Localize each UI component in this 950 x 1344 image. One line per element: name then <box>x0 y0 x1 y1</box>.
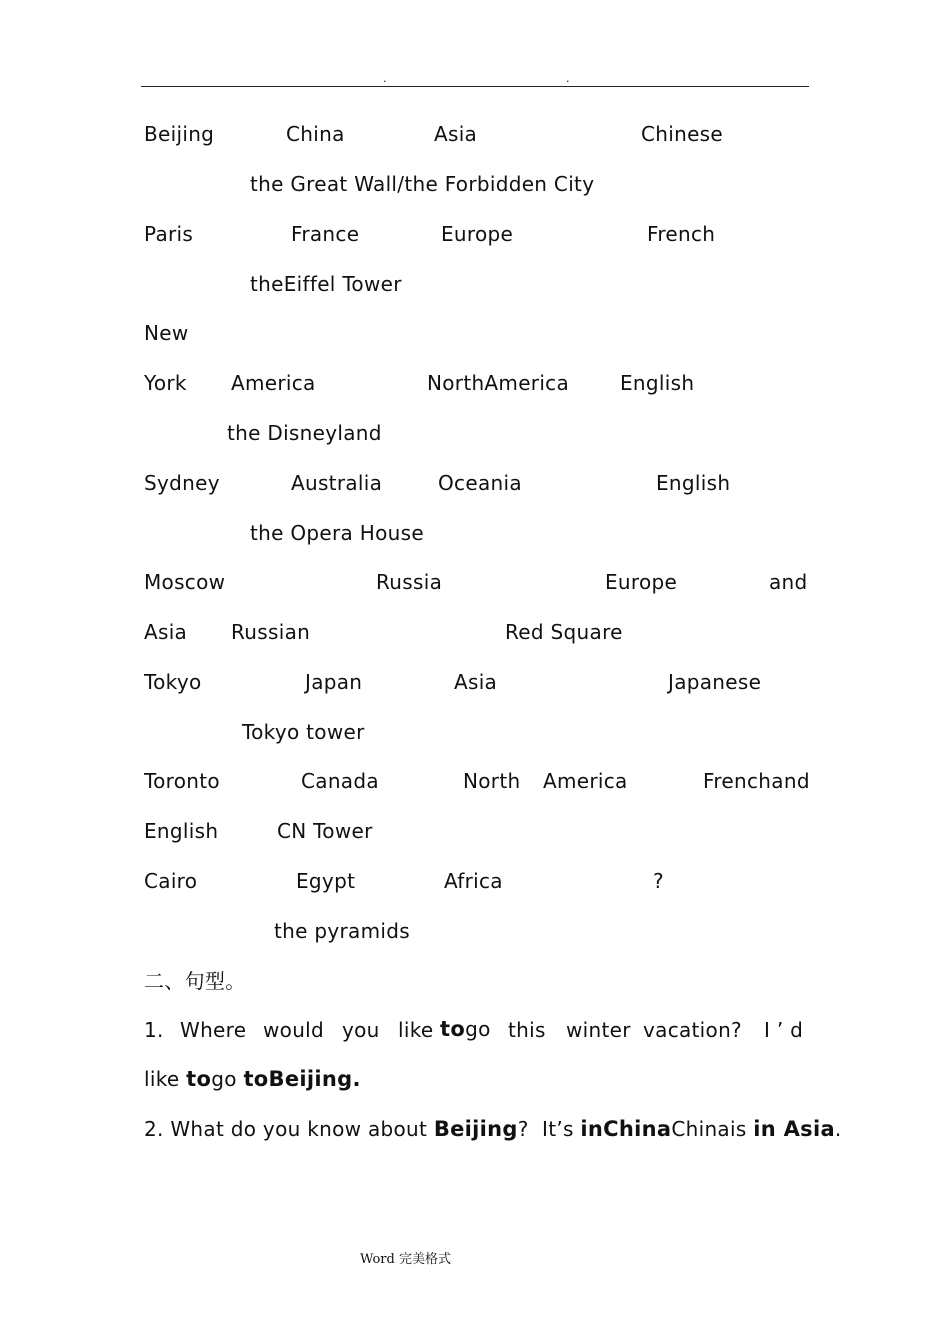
sentence1-line2-to2: to <box>243 1067 269 1091</box>
sentence2-in-china: inChina <box>580 1117 672 1141</box>
sentence1-line2 <box>144 1066 361 1092</box>
sentence1-where: Where <box>180 1018 247 1042</box>
sentence2-period: . <box>834 1117 842 1141</box>
continent-europe-moscow: Europe <box>605 570 678 594</box>
sentence2-q: ? <box>517 1117 529 1141</box>
city-cairo: Cairo <box>144 869 198 893</box>
city-tokyo: Tokyo <box>144 670 202 694</box>
language-english-ny: English <box>620 371 695 395</box>
continent-europe: Europe <box>441 222 514 246</box>
sentence1-you: you <box>342 1018 380 1042</box>
sight-eiffel-tower: theEiffel Tower <box>250 272 402 296</box>
language-japanese: Japanese <box>668 670 762 694</box>
sentence1-line2-beijing: Beijing <box>268 1067 353 1091</box>
sentence1-would: would <box>263 1018 325 1042</box>
sentence1-id: I ’ d <box>764 1018 804 1042</box>
continent-asia: Asia <box>434 122 478 146</box>
language-english-sydney: English <box>656 471 731 495</box>
city-moscow: Moscow <box>144 570 226 594</box>
country-japan: Japan <box>305 670 363 694</box>
sentence1-winter: winter <box>566 1018 631 1042</box>
country-russia: Russia <box>376 570 443 594</box>
language-russian: Russian <box>231 620 311 644</box>
sight-opera-house: the Opera House <box>250 521 424 545</box>
sentence1-line2-to1: to <box>186 1067 212 1091</box>
sentence1-line2-period: . <box>352 1067 361 1091</box>
city-york: York <box>144 371 187 395</box>
continent-and: and <box>769 570 808 594</box>
language-chinese: Chinese <box>641 122 724 146</box>
header-dot-left: . <box>383 72 387 85</box>
country-australia: Australia <box>291 471 383 495</box>
continent-north: North <box>463 769 521 793</box>
page-footer: Word 完美格式 <box>360 1252 451 1267</box>
sentence2-in-asia: in Asia <box>753 1117 835 1141</box>
country-china: China <box>286 122 345 146</box>
language-unknown: ? <box>653 869 664 893</box>
header-rule <box>141 86 809 87</box>
country-france: France <box>291 222 360 246</box>
country-canada: Canada <box>301 769 379 793</box>
sentence1-to-go <box>440 1016 491 1042</box>
sentence2-prefix: 2. What do you know about <box>144 1117 428 1141</box>
continent-oceania: Oceania <box>438 471 522 495</box>
sentence1-number: 1. <box>144 1018 164 1042</box>
header-dot-right: . <box>566 72 570 85</box>
sight-cn-tower: CN Tower <box>277 819 373 843</box>
continent-america-toronto: America <box>543 769 628 793</box>
sentence1-like: like <box>398 1018 434 1042</box>
city-toronto: Toronto <box>144 769 220 793</box>
sentence1-line2-like: like <box>144 1067 180 1091</box>
sentence1-vacation: vacation? <box>643 1018 742 1042</box>
sentence2-chinais: Chinais <box>671 1117 747 1141</box>
sentence1-go: go <box>465 1017 491 1041</box>
sight-red-square: Red Square <box>505 620 623 644</box>
city-beijing: Beijing <box>144 122 215 146</box>
country-america: America <box>231 371 316 395</box>
continent-north-america: NorthAmerica <box>427 371 570 395</box>
language-english-toronto: English <box>144 819 219 843</box>
sight-pyramids: the pyramids <box>274 919 410 943</box>
continent-africa: Africa <box>444 869 503 893</box>
continent-asia-tokyo: Asia <box>454 670 498 694</box>
city-sydney: Sydney <box>144 471 220 495</box>
continent-asia-moscow: Asia <box>144 620 188 644</box>
sight-disneyland: the Disneyland <box>227 421 382 445</box>
sentence1-line2-go: go <box>211 1067 237 1091</box>
sentence1-to-bold: to <box>440 1017 466 1041</box>
sight-great-wall: the Great Wall/the Forbidden City <box>250 172 595 196</box>
sight-tokyo-tower: Tokyo tower <box>242 720 365 744</box>
city-new: New <box>144 321 189 345</box>
city-paris: Paris <box>144 222 194 246</box>
country-egypt: Egypt <box>296 869 356 893</box>
sentence2 <box>144 1116 842 1142</box>
sentence1-this: this <box>508 1018 546 1042</box>
language-french: French <box>647 222 716 246</box>
section-title: 二、句型。 <box>144 969 246 993</box>
language-frenchand: Frenchand <box>703 769 810 793</box>
sentence2-beijing: Beijing <box>433 1117 518 1141</box>
sentence2-its: It’s <box>542 1117 574 1141</box>
